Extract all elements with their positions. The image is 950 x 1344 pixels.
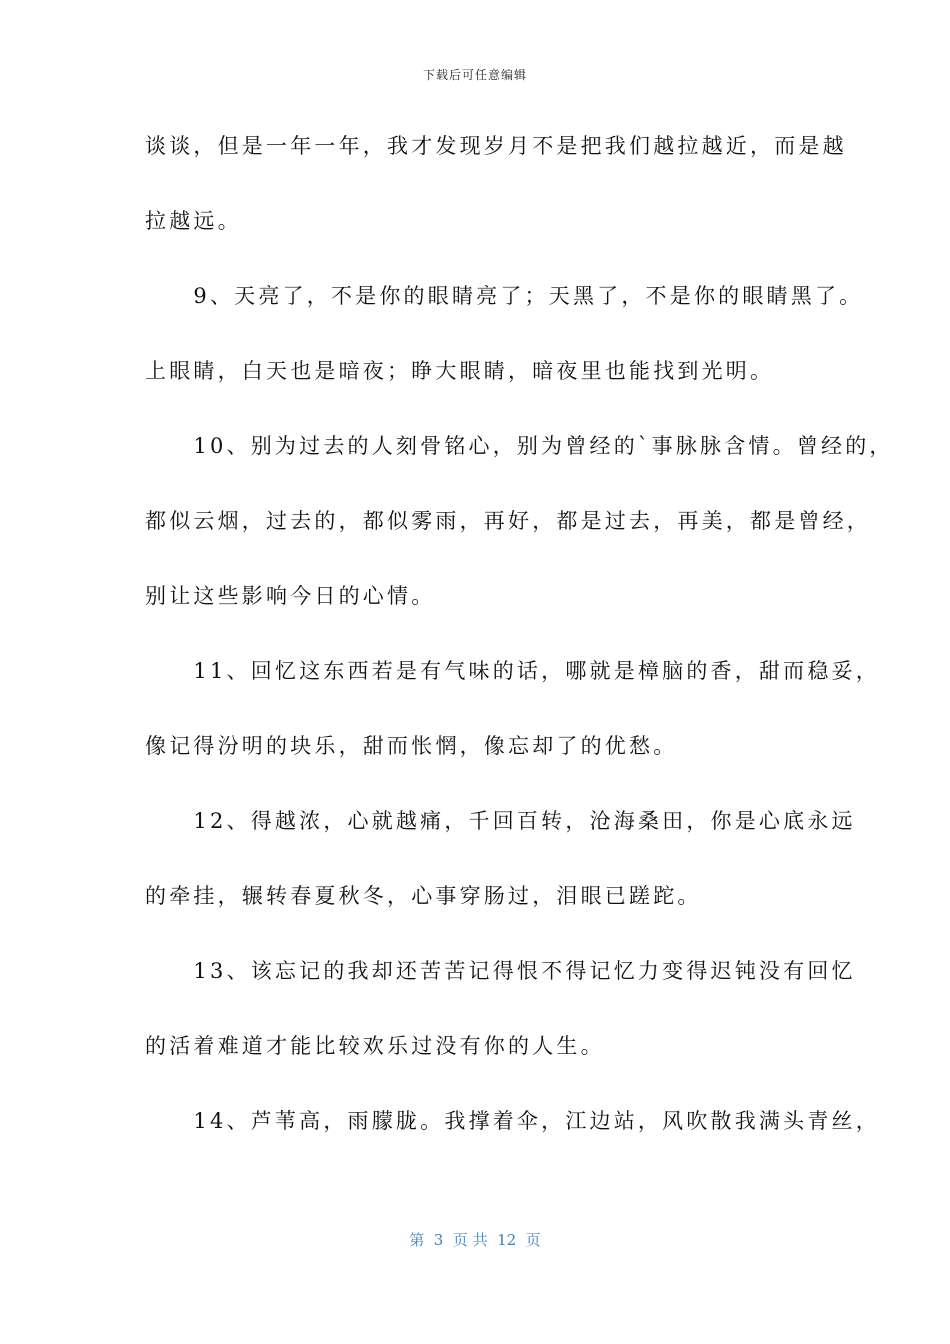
page-header: 下载后可任意编辑 (422, 68, 527, 82)
text-line: 别让这些影响今日的心情。 (145, 584, 436, 608)
text-line: 拉越远。 (145, 209, 242, 233)
text-line: 14、芦苇高，雨朦胧。我撑着伞，江边站，风吹散我满头青丝， (145, 1109, 880, 1133)
text-line: 上眼睛，白天也是暗夜；睁大眼睛，暗夜里也能找到光明。 (145, 359, 775, 383)
text-line: 9、天亮了，不是你的眼睛亮了；天黑了，不是你的眼睛黑了。 (145, 284, 864, 308)
text-line: 11、回忆这东西若是有气味的话，哪就是樟脑的香，甜而稳妥， (145, 659, 880, 683)
text-line: 10、别为过去的人刻骨铭心，别为曾经的`事脉脉含情。曾经的， (145, 434, 894, 458)
page-footer: 第 3 页 共 12 页 (409, 1231, 541, 1249)
text-line: 13、该忘记的我却还苦苦记得恨不得记忆力变得迟钝没有回忆 (145, 959, 856, 983)
text-line: 的牵挂，辗转春夏秋冬，心事穿肠过，泪眼已蹉跎。 (145, 884, 702, 908)
text-line: 都似云烟，过去的，都似雾雨，再好，都是过去，再美，都是曾经， (145, 509, 871, 533)
text-line: 的活着难道才能比较欢乐过没有你的人生。 (145, 1034, 605, 1058)
text-line: 谈谈，但是一年一年，我才发现岁月不是把我们越拉越近，而是越 (145, 134, 847, 158)
text-line: 12、得越浓，心就越痛，千回百转，沧海桑田，你是心底永远 (145, 809, 856, 833)
text-line: 像记得汾明的块乐，甜而怅惘，像忘却了的优愁。 (145, 734, 678, 758)
